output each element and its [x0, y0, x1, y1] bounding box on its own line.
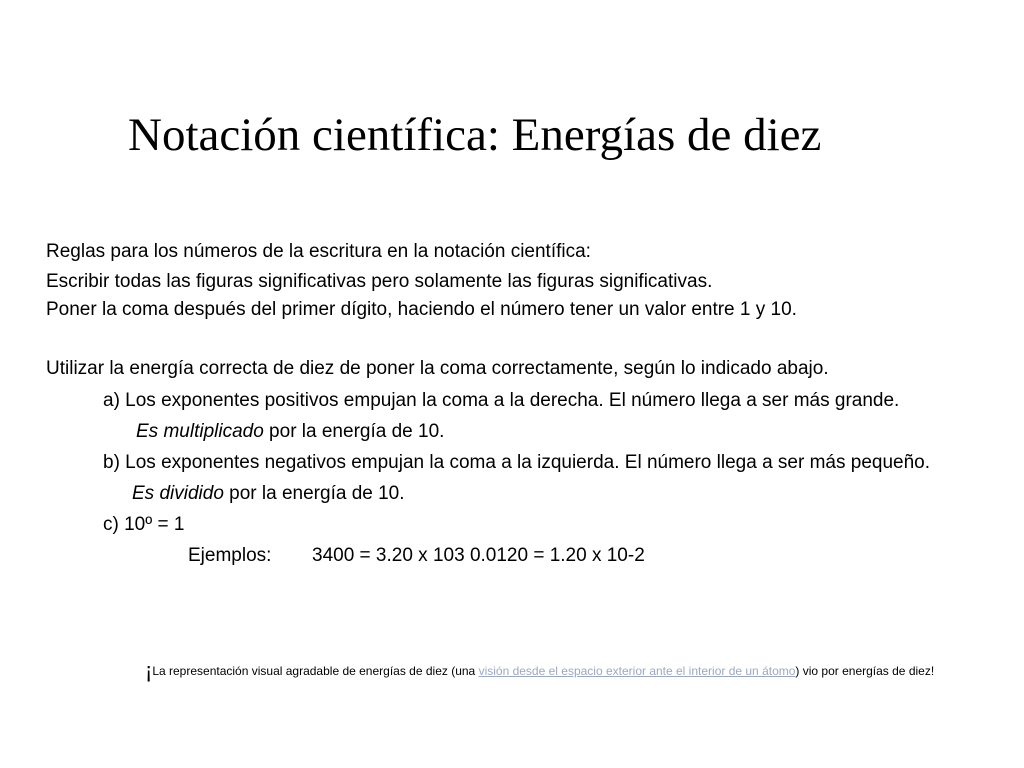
rule-1: Escribir todas las figuras significativas pero solamente las figuras significativas. — [46, 271, 713, 292]
footer-text-before: La representación visual agradable de energías de diez (una — [152, 664, 479, 678]
rule-2: Poner la coma después del primer dígito, haciendo el número tener un valor entre 1 y 10. — [46, 299, 797, 320]
slide-title: Notación científica: Energías de diez — [128, 109, 822, 161]
item-a-sub — [136, 420, 444, 444]
item-b-sub — [132, 482, 405, 506]
examples-label: Ejemplos: — [188, 545, 272, 566]
item-a: a) Los exponentes positivos empujan la coma a la derecha. El número llega a ser más grande. — [103, 390, 900, 411]
footer-text-after: ) vio por energías de diez! — [795, 664, 935, 678]
item-a-sub-italic: Es multiplicado — [136, 421, 264, 442]
rules-intro: Reglas para los números de la escritura en la notación científica: — [46, 241, 591, 262]
rule-3: Utilizar la energía correcta de diez de poner la coma correctamente, según lo indicado abajo. — [46, 358, 829, 379]
item-b-sub-rest: por la energía de 10. — [223, 483, 405, 504]
item-c: c) 10º = 1 — [103, 514, 185, 535]
footer-exclamation: ¡ — [145, 658, 153, 683]
item-a-sub-rest: por la energía de 10. — [263, 421, 445, 442]
item-b: b) Los exponentes negativos empujan la coma a la izquierda. El número llega a ser más pequeño. — [103, 452, 931, 473]
footer-note — [145, 658, 935, 683]
examples-text: 3400 = 3.20 x 103 0.0120 = 1.20 x 10-2 — [312, 545, 645, 566]
footer-link[interactable]: visión desde el espacio exterior ante el interior de un átomo — [478, 664, 796, 678]
item-b-sub-italic: Es dividido — [132, 483, 224, 504]
